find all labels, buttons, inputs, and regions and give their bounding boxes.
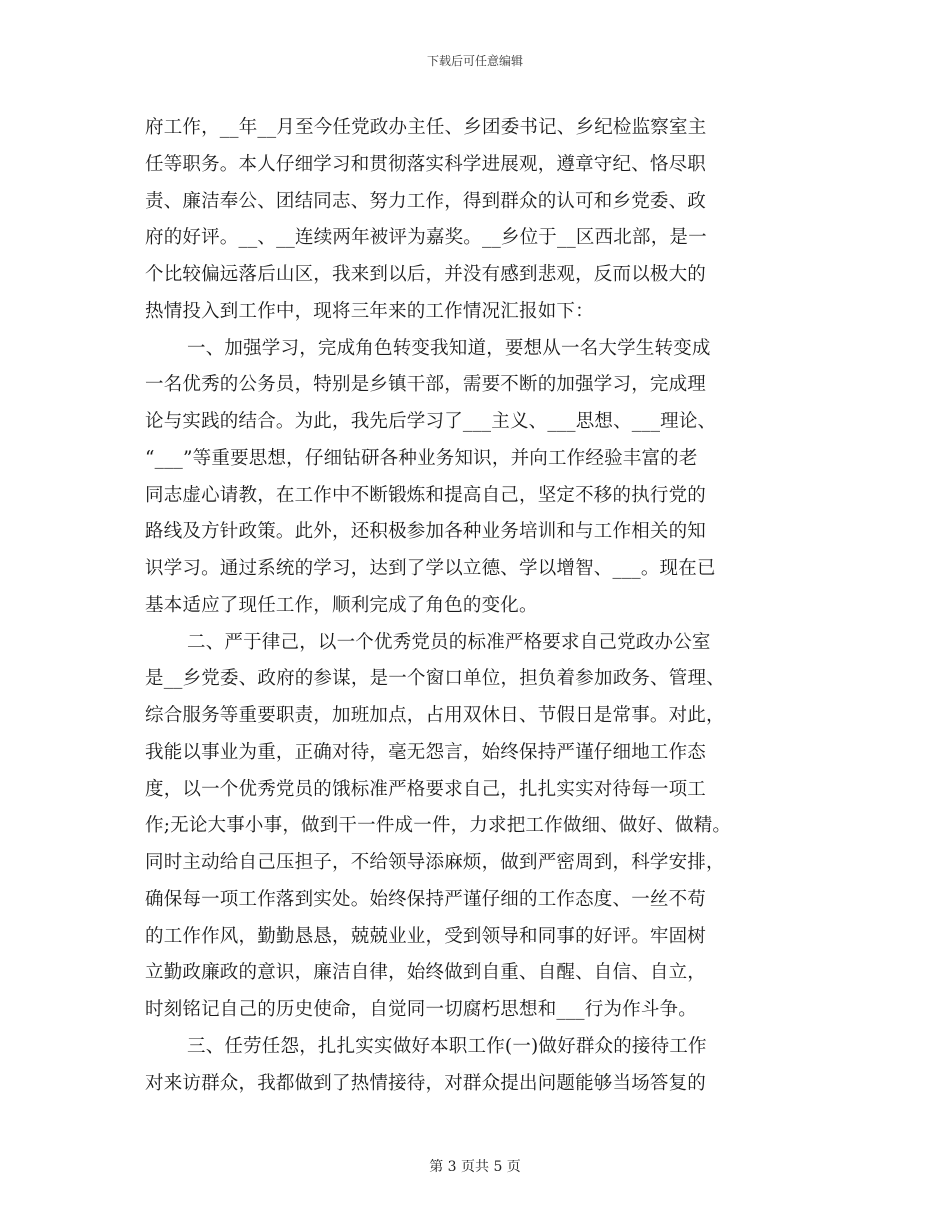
- text-line: 的工作作风，勤勤恳恳，兢兢业业，受到领导和同事的好评。牢固树: [145, 925, 707, 947]
- text-line: 热情投入到工作中，现将三年来的工作情况汇报如下：: [145, 300, 594, 322]
- text-line: 综合服务等重要职责，加班加点，占用双休日、节假日是常事。对此，: [145, 705, 725, 726]
- text-line: 确保每一项工作落到实处。始终保持严谨仔细的工作态度、一丝不苟: [145, 888, 707, 910]
- text-line: 度，以一个优秀党员的饿标准严格要求自己，扎扎实实对待每一项工: [145, 778, 707, 800]
- section-heading-line: 二、严于律己，以一个优秀党员的标准严格要求自己党政办公室: [187, 631, 711, 653]
- text-line: “___”等重要思想，仔细钻研各种业务知识，并向工作经验丰富的老: [145, 447, 698, 469]
- document-body: [145, 110, 810, 1102]
- text-line: 作;无论大事小事，做到干一件成一件，力求把工作做细、做好、做精。: [145, 815, 732, 837]
- text-line: 个比较偏远落后山区，我来到以后，并没有感到悲观，反而以极大的: [145, 264, 707, 285]
- text-line: 我能以事业为重，正确对待，毫无怨言，始终保持严谨仔细地工作态: [145, 741, 707, 763]
- text-line: 路线及方针政策。此外，还积极参加各种业务培训和与工作相关的知: [145, 521, 707, 543]
- text-line: 府工作，__年__月至今任党政办主任、乡团委书记、乡纪检监察室主: [145, 117, 707, 138]
- text-line: 一名优秀的公务员，特别是乡镇干部，需要不断的加强学习，完成理: [145, 374, 707, 396]
- section-heading-line: 三、任劳任怨，扎扎实实做好本职工作(一)做好群众的接待工作: [187, 1035, 707, 1057]
- text-line: 论与实践的结合。为此，我先后学习了___主义、___思想、___理论、: [145, 411, 717, 432]
- text-line: 同志虚心请教，在工作中不断锻炼和提高自己，坚定不移的执行党的: [145, 484, 707, 506]
- text-line: 府的好评。__、__连续两年被评为嘉奖。__乡位于__区西北部，是一: [145, 227, 707, 249]
- text-line: 识学习。通过系统的学习，达到了学以立德、学以增智、___。现在已: [145, 558, 716, 579]
- text-line: 是__乡党委、政府的参谋，是一个窗口单位，担负着参加政务、管理、: [145, 668, 725, 690]
- text-line: 基本适应了现任工作，顺利完成了角色的变化。: [145, 594, 538, 616]
- text-line: 责、廉洁奉公、团结同志、努力工作，得到群众的认可和乡党委、政: [145, 190, 707, 212]
- text-line: 同时主动给自己压担子，不给领导添麻烦，做到严密周到，科学安排，: [145, 852, 725, 873]
- page-number-footer: 第 3 页共 5 页: [429, 1159, 521, 1175]
- text-line: 任等职务。本人仔细学习和贯彻落实科学进展观，遵章守纪、恪尽职: [145, 153, 707, 175]
- section-heading-line: 一、加强学习，完成角色转变我知道，要想从一名大学生转变成: [187, 337, 711, 359]
- text-line: 时刻铭记自己的历史使命，自觉同一切腐朽思想和___行为作斗争。: [145, 999, 697, 1020]
- text-line: 对来访群众，我都做到了热情接待，对群众提出问题能够当场答复的: [145, 1072, 707, 1094]
- text-line: 立勤政廉政的意识，廉洁自律，始终做到自重、自醒、自信、自立，: [145, 962, 707, 984]
- page-header: 下载后可任意编辑: [426, 54, 523, 68]
